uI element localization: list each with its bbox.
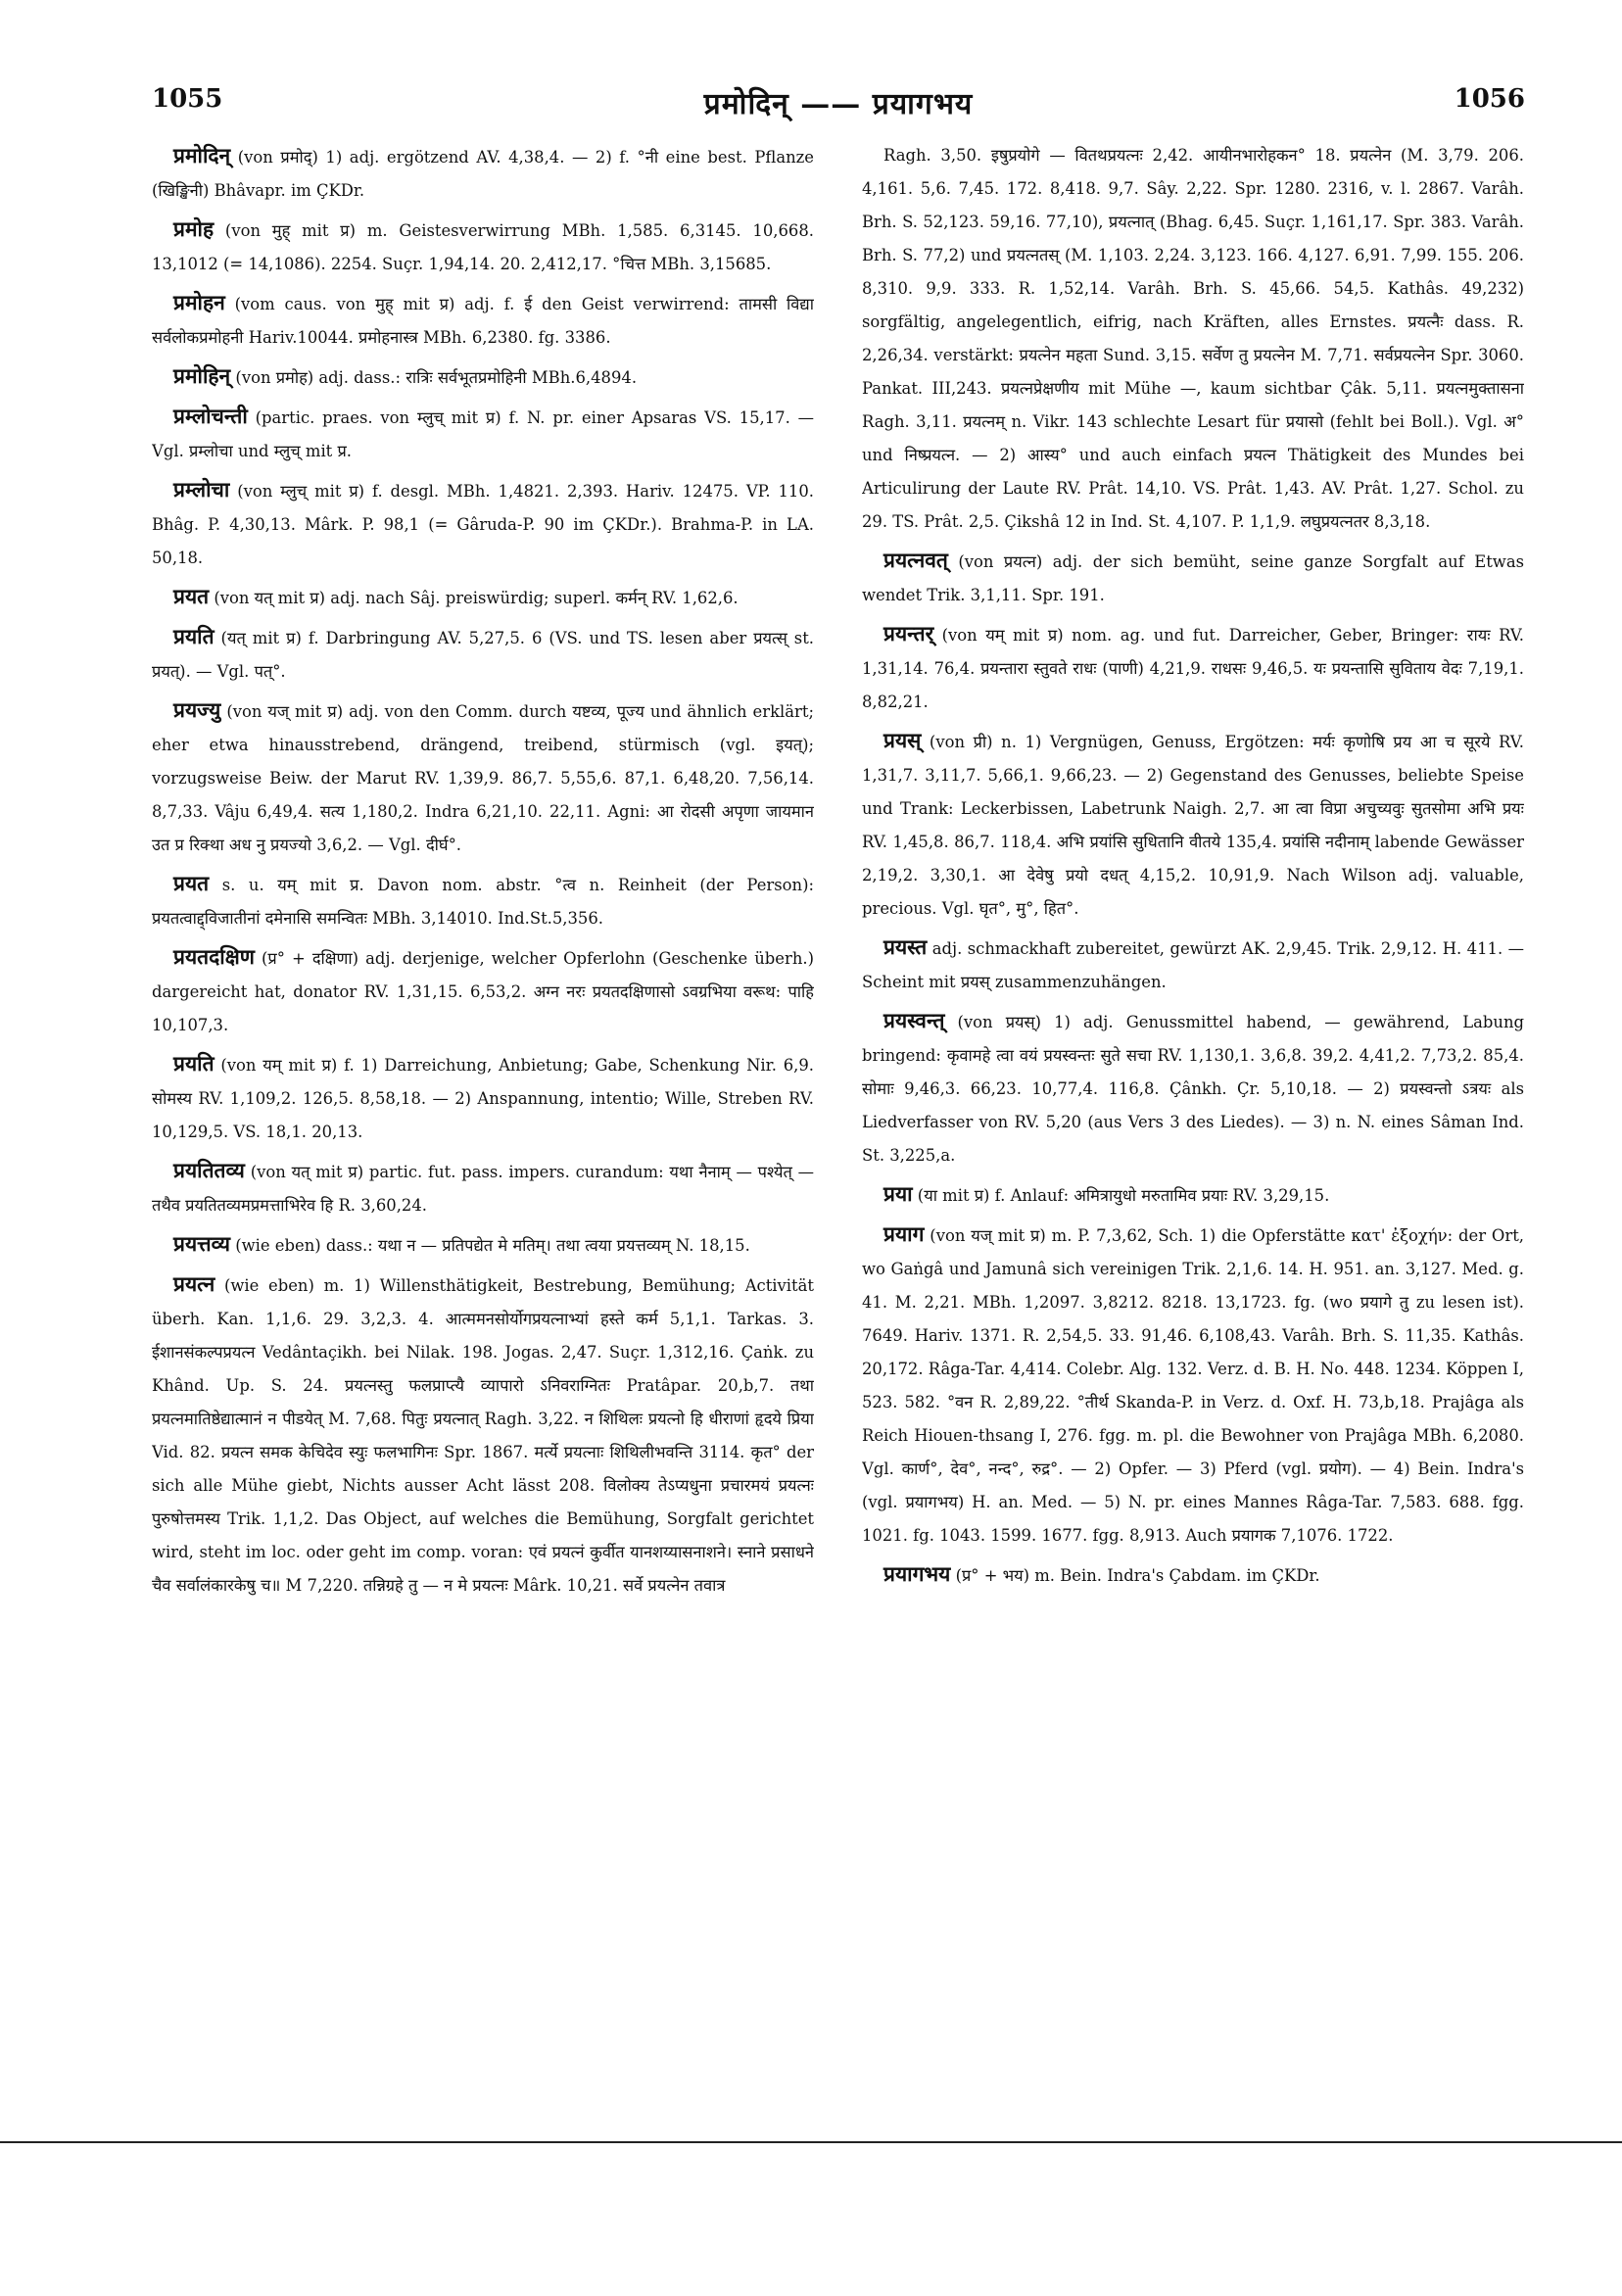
entry-definition: (von प्री) n. 1) Vergnügen, Genuss, Ergötzen: मर्यः कृणोषि प्रय आ च सूरये RV. 1,31,7. 3,11,7. 5,66,1. 9,66,23. — 2) Gegenstand des Genusses, beliebte Speise und Trank: Leckerbissen, Labetrunk Naigh. 2,7. आ त्वा विप्रा अचुच्यवुः सुतसोमा अभि प्रयः RV. 1,45,8. 86,7. 118,4. अभि प्रयांसि सुधितानि वीतये 135,4. प्रयांसि नदीनाम् labende Gewässer 2,19,2. 3,30,1. आ देवेषु प्रयो दधत् 4,15,2. 10,91,9. Nach Wilson adj. valuable, precious. Vgl. घृत°, मु°, हित°. <box>862 733 1524 918</box>
entry-definition: s. u. यम् mit प्र. Davon nom. abstr. °त्व n. Reinheit (der Person): प्रयतत्वाद्द्विजातीनां दमेनासि समन्वितः MBh. 3,14010. Ind.St.5,356. <box>152 876 814 928</box>
right-column <box>862 139 1524 2039</box>
dictionary-entry <box>152 867 814 935</box>
entry-headword: प्रयत <box>173 871 210 895</box>
entry-definition: (von यम् mit प्र) nom. ag. und fut. Darreicher, Geber, Bringer: रायः RV. 1,31,14. 76,4. प्रयन्तारा स्तुवते राधः (पाणी) 4,21,9. राधसः 9,46,5. यः प्रयन्तासि सुविताय वेदः 7,19,1. 8,82,21. <box>862 626 1524 711</box>
entry-definition: (von प्रयत्न) adj. der sich bemüht, seine ganze Sorgfalt auf Etwas wendet Trik. 3,1,11. Spr. 191. <box>862 552 1524 604</box>
entry-definition: (wie eben) dass.: यथा न — प्रतिपद्येत मे मतिम्। तथा त्वया प्रयत्तव्यम् N. 18,15. <box>235 1236 750 1255</box>
dictionary-entry <box>862 1218 1524 1553</box>
entry-definition: (प्र° + दक्षिणा) adj. derjenige, welcher Opferlohn (Geschenke überh.) dargereicht hat, donator RV. 1,31,15. 6,53,2. अग्न नरः प्रयतदक्षिणासो ऽवग्रभिया वरूथ: पाहि 10,107,3. <box>152 949 814 1034</box>
dictionary-entry <box>152 400 814 468</box>
entry-definition: (von यज् mit प्र) m. P. 7,3,62, Sch. 1) die Opferstätte κατ' ἐξοχήν: der Ort, wo Gaṅgâ und Jamunâ sich vereinigen Trik. 2,1,6. 14. H. 951. an. 3,127. Med. g. 41. M. 2,21. MBh. 1,2097. 3,8212. 8218. 13,1723. fg. (wo प्रयागे तु zu lesen ist). 7649. Hariv. 1371. R. 2,54,5. 33. 91,46. 6,108,43. Varâh. Brh. S. 11,35. Kathâs. 20,172. Râga-Tar. 4,414. Colebr. Alg. 132. Verz. d. B. H. No. 448. 1234. Köppen I, 523. 582. °वन R. 2,89,22. °तीर्थ Skanda-P. in Verz. d. Oxf. H. 73,b,18. Prajâga als Reich Hiouen-thsang I, 276. fgg. m. pl. die Bewohner von Prajâga MBh. 6,2080. Vgl. कार्ण°, देव°, नन्द°, रुद्र°. — 2) Opfer. — 3) Pferd (vgl. प्रयोग). — 4) Bein. Indra's (vgl. प्रयागभय) H. an. Med. — 5) N. pr. eines Mannes Râga-Tar. 7,583. 688. fgg. 1021. fg. 1043. 1599. 1677. fgg. 8,913. Auch प्रयागक 7,1076. 1722. <box>862 1226 1524 1545</box>
bottom-rule <box>0 2141 1622 2143</box>
entry-headword: प्रम्लोचन्ती <box>173 404 248 428</box>
dictionary-entry <box>152 1154 814 1222</box>
dictionary-entry <box>862 617 1524 719</box>
entry-headword: प्रयस्त <box>883 934 928 959</box>
entry-headword: प्रमोहन <box>173 290 225 314</box>
dictionary-entry <box>862 544 1524 612</box>
entry-definition: (von मुह् mit प्र) m. Geistesverwirrung MBh. 1,585. 6,3145. 10,668. 13,1012 (= 14,1086). 2254. Suçr. 1,94,14. 20. 2,412,17. °चित्त MBh. 3,15685. <box>152 221 814 273</box>
dictionary-entry <box>862 1557 1524 1593</box>
dictionary-entry <box>862 1177 1524 1213</box>
entry-headword: प्रयत <box>173 584 210 608</box>
dictionary-entry <box>152 213 814 281</box>
entry-headword: प्रया <box>883 1181 913 1206</box>
entry-definition: (von प्रमोद्) 1) adj. ergötzend AV. 4,38,4. — 2) f. °नी eine best. Pflanze (खिङ्खिनी) Bhâvapr. im ÇKDr. <box>152 148 814 200</box>
entry-headword: प्रयति <box>173 624 215 648</box>
entry-definition: (von म्लुच् mit प्र) f. desgl. MBh. 1,4821. 2,393. Hariv. 12475. VP. 110. Bhâg. P. 4,30,13. Mârk. P. 98,1 (= Gâruda-P. 90 im ÇKDr.). Brahma-P. in LA. 50,18. <box>152 482 814 567</box>
entry-headword: प्रयत्तव्य <box>173 1231 231 1256</box>
dictionary-entry <box>152 940 814 1042</box>
entry-definition: (von प्रमोह) adj. dass.: रात्रिः सर्वभूतप्रमोहिनी MBh.6,4894. <box>235 368 638 387</box>
dictionary-entry <box>152 620 814 689</box>
entry-definition: (partic. praes. von म्लुच् mit प्र) f. N. pr. einer Apsaras VS. 15,17. — Vgl. प्रम्लोचा und म्लुच् mit प्र. <box>152 408 814 460</box>
right-page-number: 1056 <box>1454 84 1525 114</box>
dictionary-entry <box>152 694 814 862</box>
entry-headword: प्रमोदिन् <box>173 143 231 167</box>
dictionary-entry <box>152 1268 814 1602</box>
entry-headword: प्रयागभय <box>883 1561 951 1586</box>
dictionary-entry <box>152 359 814 395</box>
entry-headword: प्रयस् <box>883 728 922 752</box>
entry-definition: (यत् mit प्र) f. Darbringung AV. 5,27,5. 6 (VS. und TS. lesen aber प्रयत्स् st. प्रयत्). — Vgl. पत्°. <box>152 629 814 681</box>
entry-definition: (von यत् mit प्र) partic. fut. pass. impers. curandum: यथा नैनाम् — पश्येत् — तथैव प्रयतितव्यमप्रमत्ताभिरेव हि R. 3,60,24. <box>152 1163 814 1215</box>
entry-headword: प्रयत्न <box>173 1271 215 1296</box>
entry-definition: (von यज् mit प्र) adj. von den Comm. durch यष्टव्य, पूज्य und ähnlich erklärt; eher etwa hinausstrebend, drängend, treibend, stürmisch (vgl. इयत्); vorzugsweise Beiw. der Marut RV. 1,39,9. 86,7. 5,55,6. 87,1. 6,48,20. 7,56,14. 8,7,33. Vâju 6,49,4. सत्य 1,180,2. Indra 6,21,10. 22,11. Agni: आ रोदसी अपृणा जायमान उत प्र रिक्था अध नु प्रयज्यो 3,6,2. — Vgl. दीर्घ°. <box>152 702 814 854</box>
entry-headword: प्रयाग <box>883 1221 925 1246</box>
entry-definition: (wie eben) m. 1) Willensthätigkeit, Bestrebung, Bemühung; Activität überh. Kan. 1,1,6. 29. 3,2,3. 4. आत्ममनसोर्योगप्रयत्नाभ्यां हस्ते कर्म 5,1,1. Tarkas. 3. ईशानसंकल्पप्रयत्न Vedântaçikh. bei Nilak. 198. Jogas. 2,47. Suçr. 1,312,16. Çaṅk. zu Khând. Up. S. 24. प्रयत्नस्तु फलप्राप्त्यै व्यापारो ऽनिवराग्नितः Pratâpar. 20,b,7. तथा प्रयत्नमातिष्ठेद्यात्मानं न पीडयेत् M. 7,68. पितुः प्रयत्नात् Ragh. 3,22. न शिथिलः प्रयत्नो हि धीराणां हृदये प्रिया Vid. 82. प्रयत्न समक केचिदेव स्युः फलभागिनः Spr. 1867. मर्त्ये प्रयत्नाः शिथिलीभवन्ति 3114. कृत° der sich alle Mühe giebt, Nichts ausser Acht lässt 208. विलोक्य तेऽप्यधुना प्रचारमयं प्रयत्नः पुरुषोत्तमस्य Trik. 1,1,2. Das Object, auf welches die Bemühung, Sorgfalt gerichtet wird, steht im loc. oder geht im comp. voran: एवं प्रयत्नं कुर्वीत यानशय्यासनाशने। स्नाने प्रसाधने चैव सर्वालंकारकेषु च॥ M 7,220. तन्निग्रहे तु — न मे प्रयत्नः Mârk. 10,21. सर्वे प्रयत्नेन तवात्र <box>152 1276 814 1595</box>
dictionary-entry <box>862 139 1524 539</box>
entry-definition: (प्र° + भय) m. Bein. Indra's Çabdam. im ÇKDr. <box>955 1566 1320 1585</box>
dictionary-entry <box>862 1004 1524 1172</box>
dictionary-entry <box>152 139 814 208</box>
entry-definition: Ragh. 3,50. इषुप्रयोगे — वितथप्रयत्नः 2,42. आयीनभारोहकन° 18. प्रयत्नेन (M. 3,79. 206. 4,161. 5,6. 7,45. 172. 8,418. 9,7. Sây. 2,22. Spr. 1280. 2316, v. l. 2867. Varâh. Brh. S. 52,123. 59,16. 77,10), प्रयत्नात् (Bhag. 6,45. Suçr. 1,161,17. Spr. 383. Varâh. Brh. S. 77,2) und प्रयत्नतस् (M. 1,103. 2,24. 3,123. 166. 4,127. 6,91. 7,99. 155. 206. 8,310. 9,9. 333. R. 1,52,14. Varâh. Brh. S. 45,66. 54,5. Kathâs. 49,232) sorgfältig, angelegentlich, eifrig, nach Kräften, alles Ernstes. प्रयत्नैः dass. R. 2,26,34. verstärkt: प्रयत्नेन महता Sund. 3,15. सर्वेण तु प्रयत्नेन M. 7,71. सर्वप्रयत्नेन Spr. 3060. Pankat. III,243. प्रयत्नप्रेक्षणीय mit Mühe —, kaum sichtbar Çâk. 5,11. प्रयत्नमुक्तासना Ragh. 3,11. प्रयत्नम् n. Vikr. 143 schlechte Lesart für प्रयासो (fehlt bei Boll.). Vgl. अ° und निष्प्रयत्न. — 2) आस्य° und auch einfach प्रयत्न Thätigkeit des Mundes bei Articulirung der Laute RV. Prât. 14,10. VS. Prât. 1,43. AV. Prât. 1,27. Schol. zu 29. TS. Prât. 2,5. Çikshâ 12 in Ind. St. 4,107. P. 1,1,9. लघुप्रयत्नतर 8,3,18. <box>862 146 1524 531</box>
entry-headword: प्रयन्तर् <box>883 621 934 646</box>
entry-definition: (या mit प्र) f. Anlauf: अमित्रायुधो मरुतामिव प्रयाः RV. 3,29,15. <box>917 1186 1330 1205</box>
entry-definition: (von यम् mit प्र) f. 1) Darreichung, Anbietung; Gabe, Schenkung Nir. 6,9. सोमस्य RV. 1,109,2. 126,5. 8,58,18. — 2) Anspannung, intentio; Wille, Streben RV. 10,129,5. VS. 18,1. 20,13. <box>152 1056 814 1141</box>
entry-headword: प्रयति <box>173 1051 215 1076</box>
dictionary-entry <box>152 473 814 575</box>
dictionary-entry <box>152 1047 814 1149</box>
entry-definition: (von यत् mit प्र) adj. nach Sâj. preiswürdig; superl. कर्मन् RV. 1,62,6. <box>214 589 739 607</box>
left-column <box>152 139 814 2039</box>
dictionary-entry <box>862 724 1524 926</box>
dictionary-entry <box>152 580 814 615</box>
page-header <box>152 84 1525 133</box>
running-title: प्रमोदिन् —— प्रयागभय <box>703 87 974 121</box>
dictionary-entry <box>862 931 1524 999</box>
entry-headword: प्रयज्यु <box>173 697 221 722</box>
left-page-number: 1055 <box>152 84 223 114</box>
dictionary-entry <box>152 286 814 355</box>
entry-definition: adj. schmackhaft zubereitet, gewürzt AK. 2,9,45. Trik. 2,9,12. H. 411. — Scheint mit प्रयस् zusammenzuhängen. <box>862 939 1524 991</box>
entry-definition: (von प्रयस्) 1) adj. Genussmittel habend, — gewährend, Labung bringend: कृवामहे त्वा वयं प्रयस्वन्तः सुते सचा RV. 1,130,1. 3,6,8. 39,2. 4,41,2. 7,73,2. 85,4. सोमाः 9,46,3. 66,23. 10,77,4. 116,8. Çânkh. Çr. 5,10,18. — 2) प्रयस्वन्तो ऽत्रयः als Liedverfasser von RV. 5,20 (aus Vers 3 des Liedes). — 3) n. N. eines Sâman Ind. St. 3,225,a. <box>862 1013 1524 1165</box>
entry-definition: (vom caus. von मुह् mit प्र) adj. f. ई den Geist verwirrend: तामसी विद्या सर्वलोकप्रमोहनी Hariv.10044. प्रमोहनास्त्र MBh. 6,2380. fg. 3386. <box>152 295 814 347</box>
entry-headword: प्रयस्वन्त् <box>883 1008 945 1032</box>
entry-headword: प्रमोह <box>173 216 215 241</box>
entry-headword: प्रयत्नवत् <box>883 548 948 572</box>
entry-headword: प्रम्लोचा <box>173 477 230 502</box>
entry-headword: प्रमोहिन् <box>173 363 231 388</box>
entry-headword: प्रयतितव्य <box>173 1158 245 1182</box>
entry-headword: प्रयतदक्षिण <box>173 944 255 969</box>
dictionary-entry <box>152 1227 814 1263</box>
